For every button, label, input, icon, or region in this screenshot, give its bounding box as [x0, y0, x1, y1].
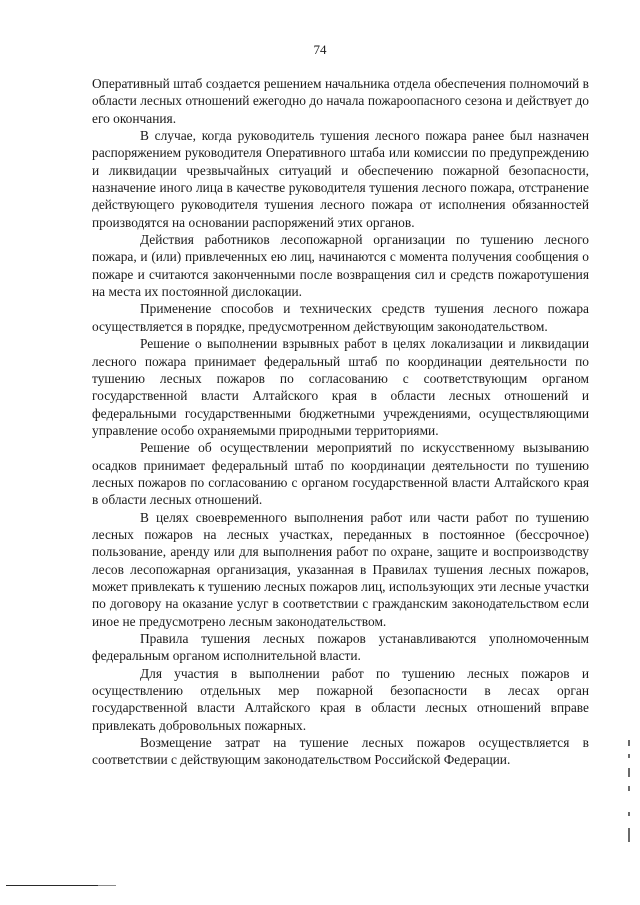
scan-artifact-mark: [628, 812, 630, 816]
paragraph-3: Действия работников лесопожарной организации по тушению лесного пожара, и (или) привлеченных ею лиц, начинаются с момента получения сообщения о пожаре и считаются законченными после возвращения сил и средств пожаротушения на места их постоянной дислокации.: [92, 232, 589, 300]
scan-artifact-mark: [628, 786, 630, 791]
paragraph-8: Правила тушения лесных пожаров устанавливаются уполномоченным федеральным органом исполнительной власти.: [92, 631, 589, 664]
paragraph-1: Оперативный штаб создается решением начальника отдела обеспечения полномочий в области лесных отношений ежегодно до начала пожароопасного сезона и действует до его окончания.: [92, 76, 589, 126]
scan-artifact-mark: [628, 828, 630, 842]
paragraph-4: Применение способов и технических средств тушения лесного пожара осуществляется в порядке, предусмотренном действующим законодательством.: [92, 301, 589, 334]
paragraph-9: Для участия в выполнении работ по тушению лесных пожаров и осуществлению отдельных мер пожарной безопасности в лесах орган государственной власти Алтайского края в области лесных отношений вправе привлекать добровольных пожарных.: [92, 665, 589, 733]
paragraph-7: В целях своевременного выполнения работ или части работ по тушению лесных пожаров на лесных участках, переданных в постоянное (бессрочное) пользование, аренду или для выполнения работ по охране, защите и воспроизводству лесов лесопожарная организация, указанная в Правилах тушения лесных пожаров, может привлекать к тушению лесных пожаров лиц, использующих эти лесные участки по договору на оказание услуг в соответствии с гражданским законодательством если иное не предусмотрено лесным законодательством.: [92, 509, 589, 629]
document-body: [92, 75, 589, 769]
footer-rule-tail: [98, 885, 116, 886]
scan-artifact-mark: [628, 768, 630, 777]
paragraph-2: В случае, когда руководитель тушения лесного пожара ранее был назначен распоряжением руководителя Оперативного штаба или комиссии по предупреждению и ликвидации чрезвычайных ситуаций и обеспечению пожарной безопасности, назначение иного лица в качестве руководителя тушения лесного пожара, отстранение действующего руководителя тушения лесного пожара от исполнения обязанностей производятся на основании распоряжений этих органов.: [92, 128, 589, 230]
scan-artifact-mark: [628, 754, 630, 758]
paragraph-5: Решение о выполнении взрывных работ в целях локализации и ликвидации лесного пожара принимает федеральный штаб по координации деятельности по тушению лесных пожаров по согласованию с соответствующим органом государственной власти Алтайского края в области лесных отношений и федеральными государственными бюджетными учреждениями, осуществляющими управление особо охраняемыми природными территориями.: [92, 336, 589, 438]
paragraph-10: Возмещение затрат на тушение лесных пожаров осуществляется в соответствии с действующим законодательством Российской Федерации.: [92, 735, 589, 768]
page-number: 74: [313, 42, 327, 57]
footer-rule: [6, 885, 98, 886]
paragraph-6: Решение об осуществлении мероприятий по искусственному вызыванию осадков принимает федеральный штаб по координации деятельности по тушению лесных пожаров по согласованию с органом государственной власти Алтайского края в области лесных отношений.: [92, 440, 589, 508]
scan-artifact-mark: [628, 740, 630, 746]
